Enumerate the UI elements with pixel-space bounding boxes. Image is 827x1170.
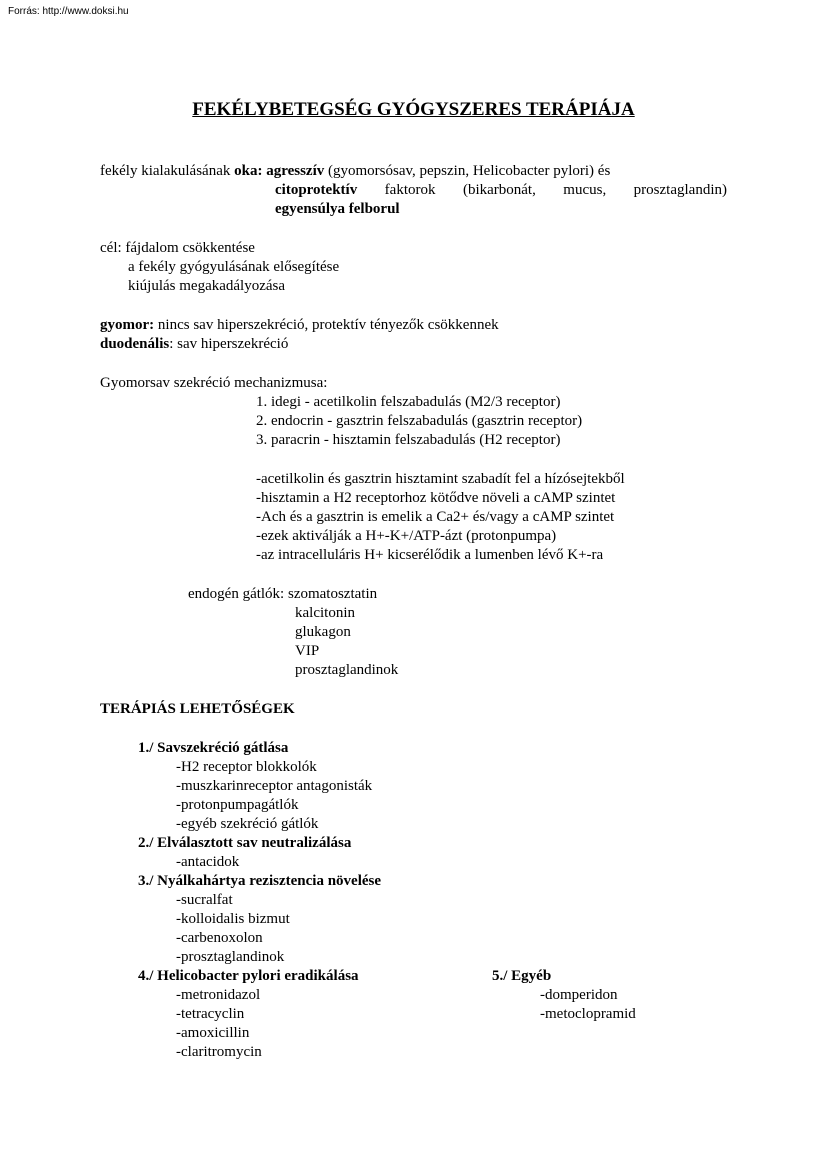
mechanism-note: -Ach és a gasztrin is emelik a Ca2+ és/vagy a cAMP szintet bbox=[256, 509, 615, 525]
therapy-item: -H2 receptor blokkolók bbox=[176, 759, 317, 775]
therapy-item: -claritromycin bbox=[176, 1044, 262, 1060]
therapy-section-2: 2./ Elválasztott sav neutralizálása bbox=[138, 835, 352, 851]
therapy-item: -sucralfat bbox=[176, 892, 233, 908]
inhibitors-label: endogén gátlók: szomatosztatin bbox=[188, 586, 378, 602]
therapy-item: -tetracyclin bbox=[176, 1006, 245, 1022]
therapy-item: -kolloidalis bizmut bbox=[176, 911, 290, 927]
therapy-item: -muszkarinreceptor antagonisták bbox=[176, 778, 373, 794]
mechanism-heading: Gyomorsav szekréció mechanizmusa: bbox=[100, 375, 328, 391]
cause-word: prosztaglandin) bbox=[633, 182, 727, 198]
goal-line: a fekély gyógyulásának elősegítése bbox=[128, 259, 340, 275]
source-note: Forrás: http://www.doksi.hu bbox=[8, 6, 129, 17]
inhibitor-item: glukagon bbox=[295, 624, 351, 640]
mechanism-item: 2. endocrin - gasztrin felszabadulás (gasztrin receptor) bbox=[256, 413, 583, 429]
duodenal-line bbox=[100, 335, 288, 354]
therapy-item: -protonpumpagátlók bbox=[176, 797, 299, 813]
duodenal-label: duodenális bbox=[100, 336, 170, 352]
cause-line-3: egyensúlya felborul bbox=[275, 201, 400, 217]
inhibitor-item: kalcitonin bbox=[295, 605, 355, 621]
cause-word: faktorok bbox=[384, 182, 436, 198]
therapy-section-3: 3./ Nyálkahártya rezisztencia növelése bbox=[138, 873, 382, 889]
therapy-heading: TERÁPIÁS LEHETŐSÉGEK bbox=[100, 701, 295, 717]
therapy-item: -metoclopramid bbox=[540, 1006, 636, 1022]
therapy-item: -metronidazol bbox=[176, 987, 261, 1003]
inhibitor-item: VIP bbox=[295, 643, 320, 659]
cause-word: citoprotektív bbox=[275, 182, 358, 198]
cause-line-2 bbox=[275, 181, 727, 200]
therapy-item: -prosztaglandinok bbox=[176, 949, 285, 965]
cause-agents: (gyomorsósav, pepszin, Helicobacter pylori) és bbox=[324, 163, 611, 179]
therapy-section-1: 1./ Savszekréció gátlása bbox=[138, 740, 289, 756]
duodenal-text: : sav hiperszekréció bbox=[169, 336, 289, 352]
therapy-item: -carbenoxolon bbox=[176, 930, 263, 946]
mechanism-note: -az intracelluláris H+ kicserélődik a lumenben lévő K+-ra bbox=[256, 547, 604, 563]
therapy-section-4: 4./ Helicobacter pylori eradikálása bbox=[138, 968, 359, 984]
cause-word: (bikarbonát, bbox=[462, 182, 536, 198]
goal-line: cél: fájdalom csökkentése bbox=[100, 240, 255, 256]
cause-intro: fekély kialakulásának bbox=[100, 163, 235, 179]
gyomor-line bbox=[100, 316, 499, 335]
cause-line-1 bbox=[100, 162, 610, 181]
therapy-section-5: 5./ Egyéb bbox=[492, 968, 552, 984]
mechanism-item: 3. paracrin - hisztamin felszabadulás (H2 receptor) bbox=[256, 432, 561, 448]
mechanism-note: -hisztamin a H2 receptorhoz kötődve növeli a cAMP szintet bbox=[256, 490, 616, 506]
cause-word: mucus, bbox=[563, 182, 607, 198]
inhibitor-item: prosztaglandinok bbox=[295, 662, 399, 678]
therapy-item: -amoxicillin bbox=[176, 1025, 250, 1041]
cause-keyword: oka: agresszív bbox=[234, 163, 325, 179]
therapy-item: -domperidon bbox=[540, 987, 618, 1003]
therapy-item: -antacidok bbox=[176, 854, 240, 870]
mechanism-item: 1. idegi - acetilkolin felszabadulás (M2/3 receptor) bbox=[256, 394, 561, 410]
goal-line: kiújulás megakadályozása bbox=[128, 278, 286, 294]
gyomor-label: gyomor: bbox=[100, 317, 155, 333]
mechanism-note: -acetilkolin és gasztrin hisztamint szabadít fel a hízósejtekből bbox=[256, 471, 625, 487]
mechanism-note: -ezek aktiválják a H+-K+/ATP-ázt (protonpumpa) bbox=[256, 528, 557, 544]
gyomor-text: nincs sav hiperszekréció, protektív tényezők csökkennek bbox=[154, 317, 499, 333]
page-title: FEKÉLYBETEGSÉG GYÓGYSZERES TERÁPIÁJA bbox=[192, 99, 635, 120]
therapy-item: -egyéb szekréció gátlók bbox=[176, 816, 319, 832]
